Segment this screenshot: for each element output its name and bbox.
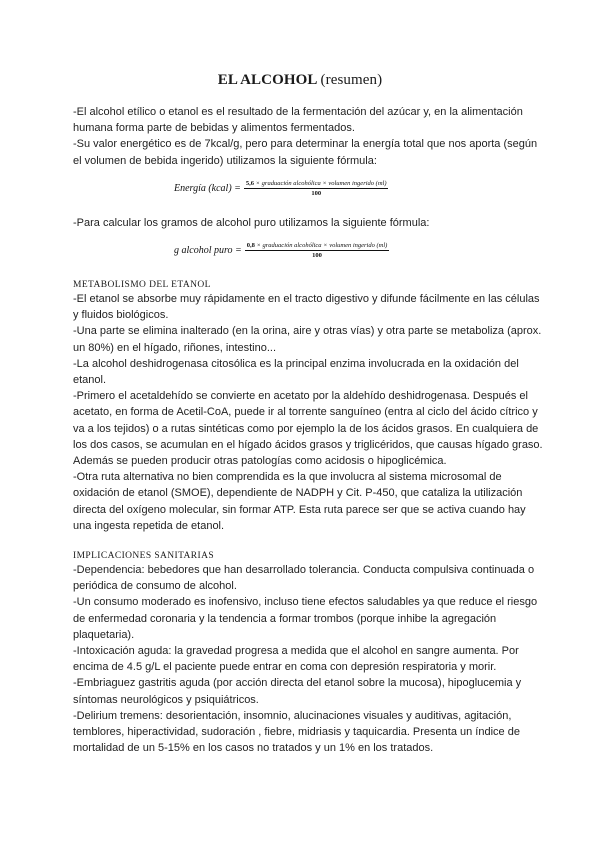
metabolismo-paragraph-2: -Una parte se elimina inalterado (en la orina, aire y otras vías) y otra parte se metaboliza (aprox. un 80%) en el hígado, riñones, intestino...: [73, 325, 542, 354]
grams-formula-numerator-text: × graduación alcohólica × volumen ingerido (ml): [254, 242, 388, 249]
grams-formula-numerator: [245, 242, 390, 251]
grams-formula-denominator: 100: [312, 252, 322, 259]
energy-formula-coef: 5,6: [245, 180, 255, 187]
implicaciones-paragraph-3: -Intoxicación aguda: la gravedad progresa a medida que el alcohol en sangre aumenta. Por encima de 4.5 g/L el paciente puede entrar en coma con depresión respiratoria y morir.: [73, 645, 519, 674]
metabolismo-paragraph-5: -Otra ruta alternativa no bien comprendida es la que involucra al sistema microsomal de oxidación de etanol (SMOE), dependiente de NADPH y Cit. P-450, que cataliza la utilización directa del oxígeno molecular, sin formar ATP. Esta ruta parece ser que se activa cuando hay una ingesta repetida de etanol.: [73, 471, 526, 532]
grams-formula-coef: 0,8: [246, 242, 255, 249]
implicaciones-paragraph-1: -Dependencia: bebedores que han desarrollado tolerancia. Conducta compulsiva continuada o periódica de consumo de alcohol.: [73, 564, 535, 593]
energy-formula-numerator: [244, 180, 389, 189]
energy-formula-fraction: [244, 180, 389, 197]
energy-formula-lhs: Energía (kcal) =: [174, 183, 241, 194]
grams-formula-lhs: g alcohol puro =: [174, 245, 242, 256]
implicaciones-paragraph-2: -Un consumo moderado es inofensivo, incluso tiene efectos saludables ya que reduce el riesgo de enfermedad coronaria y la tendencia a formar trombos (porque inhibe la agregación plaquetaria).: [73, 596, 538, 641]
energy-formula-numerator-text: × graduación alcohólica × volumen ingerido (ml): [254, 180, 387, 187]
metabolismo-section: [73, 291, 543, 534]
grams-formula: [174, 242, 389, 259]
grams-intro-section: [73, 215, 543, 231]
metabolismo-paragraph-1: -El etanol se absorbe muy rápidamente en el tracto digestivo y difunde fácilmente en las células y fluidos biológicos.: [73, 293, 540, 322]
title-sub: (resumen): [320, 72, 383, 88]
metabolismo-paragraph-3: -La alcohol deshidrogenasa citosólica es la principal enzima involucrada en la oxidación del etanol.: [73, 357, 519, 387]
metabolismo-paragraph-4: -Primero el acetaldehído se convierte en acetato por la aldehído deshidrogenasa. Después el acetato, en forma de Acetil-CoA, puede ir al torrente sanguíneo (entra al ciclo del ácido cítrico y va a los tejidos) o a rutas sintéticas como por ejemplo la de los ácidos grasos. En cualquiera de los dos casos, se acumulan en el hígado ácidos grasos y triglicéridos, que causas hígado graso. Además se pueden producir otras patologías como acidosis o hipoglicémica.: [73, 390, 543, 468]
implicaciones-heading: IMPLICACIONES SANITARIAS: [73, 551, 215, 561]
grams-formula-fraction: [245, 242, 390, 259]
metabolismo-heading: METABOLISMO DEL ETANOL: [73, 280, 211, 290]
implicaciones-paragraph-4: -Embriaguez gastritis aguda (por acción directa del etanol sobre la mucosa), hipoglucemia y síntomas neurológicos y psiquiátricos.: [73, 677, 522, 706]
implicaciones-paragraph-5: -Delirium tremens: desorientación, insomnio, alucinaciones visuales y auditivas, agitación, temblores, hiperactividad, sudoración , fiebre, midriasis y taquicardia. Presenta un índice de mortalidad de un 5-15% en los casos no tratados y un 1% en los tratados.: [73, 709, 520, 755]
intro-paragraph-2: -Su valor energético es de 7kcal/g, pero para determinar la energía total que nos aporta (según el volumen de bebida ingerido) utilizamos la siguiente fórmula:: [73, 138, 538, 167]
grams-intro-paragraph: -Para calcular los gramos de alcohol puro utilizamos la siguiente fórmula:: [73, 217, 430, 229]
document-title: [0, 72, 600, 89]
intro-paragraph-1: -El alcohol etílico o etanol es el resultado de la fermentación del azúcar y, en la alimentación humana forma parte de bebidas y alimentos fermentados.: [73, 106, 523, 135]
energy-formula-denominator: 100: [311, 190, 322, 197]
energy-formula: [174, 180, 388, 197]
intro-section: [73, 104, 543, 169]
title-main: EL ALCOHOL: [217, 72, 317, 88]
implicaciones-section: [73, 562, 543, 756]
